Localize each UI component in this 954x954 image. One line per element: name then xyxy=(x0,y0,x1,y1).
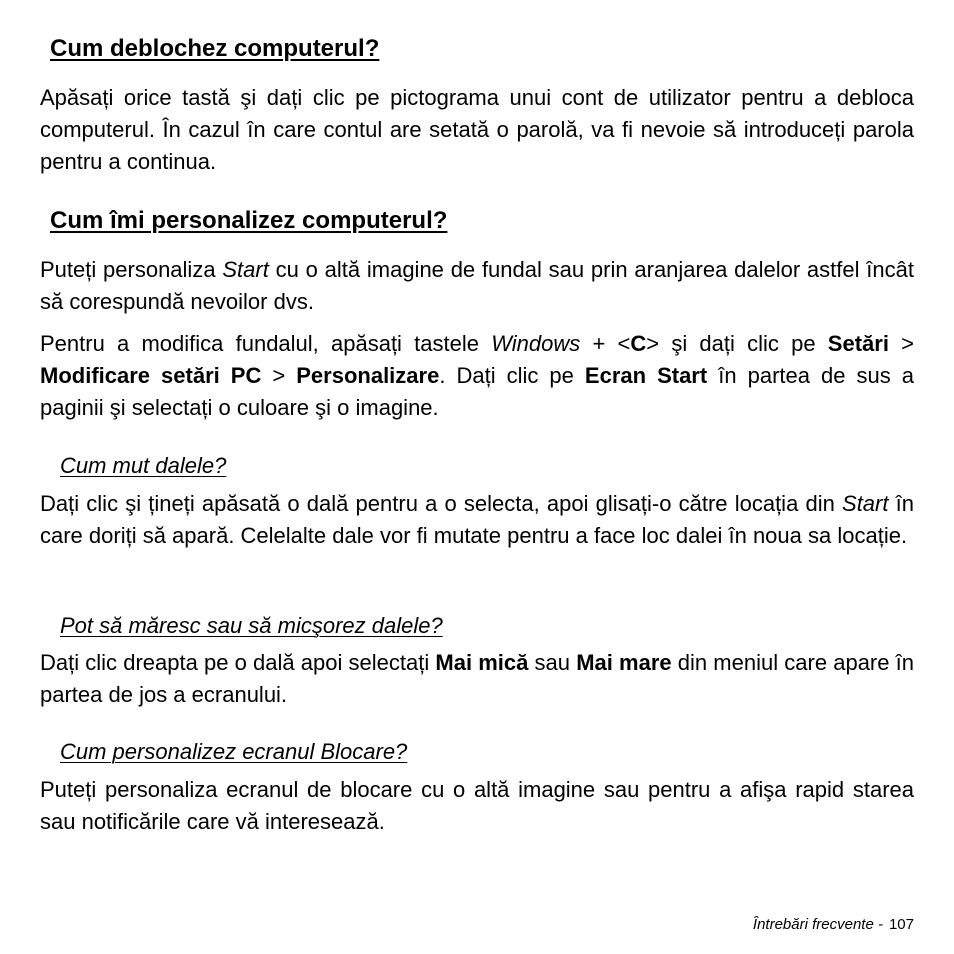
paragraph-move-tiles xyxy=(40,488,914,552)
italic-term-windows: Windows xyxy=(491,331,581,356)
footer-section-title: Întrebări frecvente - xyxy=(752,916,883,933)
text: + < xyxy=(580,331,631,356)
bold-term-modificare-setari-pc: Modificare setări PC xyxy=(40,363,262,388)
bold-term-personalizare: Personalizare xyxy=(296,363,440,388)
paragraph-resize-tiles xyxy=(40,647,914,711)
text: în care doriți să apară. Celelalte dale vor fi mutate pentru a face loc dalei în noua sa locație. xyxy=(40,491,915,548)
paragraph-personalize-start xyxy=(40,254,914,318)
text: Puteți personaliza xyxy=(40,257,223,282)
subheading-move-tiles: Cum mut dalele? xyxy=(60,453,227,478)
heading-personalize-computer: Cum îmi personalizez computerul? xyxy=(50,207,448,234)
bold-term-setari: Setări xyxy=(827,331,889,356)
text: > şi dați clic pe xyxy=(646,331,828,356)
italic-term-start: Start xyxy=(842,491,889,516)
bold-key-c: C xyxy=(630,331,647,356)
text: din meniul care apare în partea de jos a ecranului. xyxy=(40,650,915,707)
text: Pentru a modifica fundalul, apăsați tastele xyxy=(40,331,492,356)
text: . Dați clic pe xyxy=(439,363,585,388)
page-number: 107 xyxy=(888,916,914,933)
text: Dați clic dreapta pe o dală apoi selectați xyxy=(40,650,436,675)
subheading-resize-tiles: Pot să măresc sau să micşorez dalele? xyxy=(60,613,443,638)
text: Dați clic şi țineți apăsată o dală pentru a o selecta, apoi glisați-o către locația din xyxy=(40,491,843,516)
subheading-lock-screen: Cum personalizez ecranul Blocare? xyxy=(60,739,408,764)
paragraph-change-background xyxy=(40,328,914,424)
italic-term-start: Start xyxy=(222,257,269,282)
heading-unlock-computer: Cum deblochez computerul? xyxy=(50,35,380,62)
page-footer xyxy=(753,916,914,933)
bold-term-ecran-start: Ecran Start xyxy=(584,363,708,388)
paragraph-lock-screen: Puteți personaliza ecranul de blocare cu o altă imagine sau pentru a afişa rapid starea sau notificările care vă interesează. xyxy=(40,777,914,834)
bold-term-mai-mare: Mai mare xyxy=(576,650,672,675)
text: > xyxy=(261,363,297,388)
text: cu o altă imagine de fundal sau prin aranjarea dalelor astfel încât să corespundă nevoilor dvs. xyxy=(40,257,914,314)
bold-term-mai-mica: Mai mică xyxy=(435,650,529,675)
paragraph-unlock: Apăsați orice tastă şi dați clic pe pictograma unui cont de utilizator pentru a debloca computerul. În cazul în care contul are setată o parolă, va fi nevoie să introduceți parola pentru a continua. xyxy=(40,85,914,174)
text: sau xyxy=(528,650,577,675)
text: în partea de sus a paginii şi selectați o culoare şi o imagine. xyxy=(40,363,914,420)
text: > xyxy=(888,331,914,356)
